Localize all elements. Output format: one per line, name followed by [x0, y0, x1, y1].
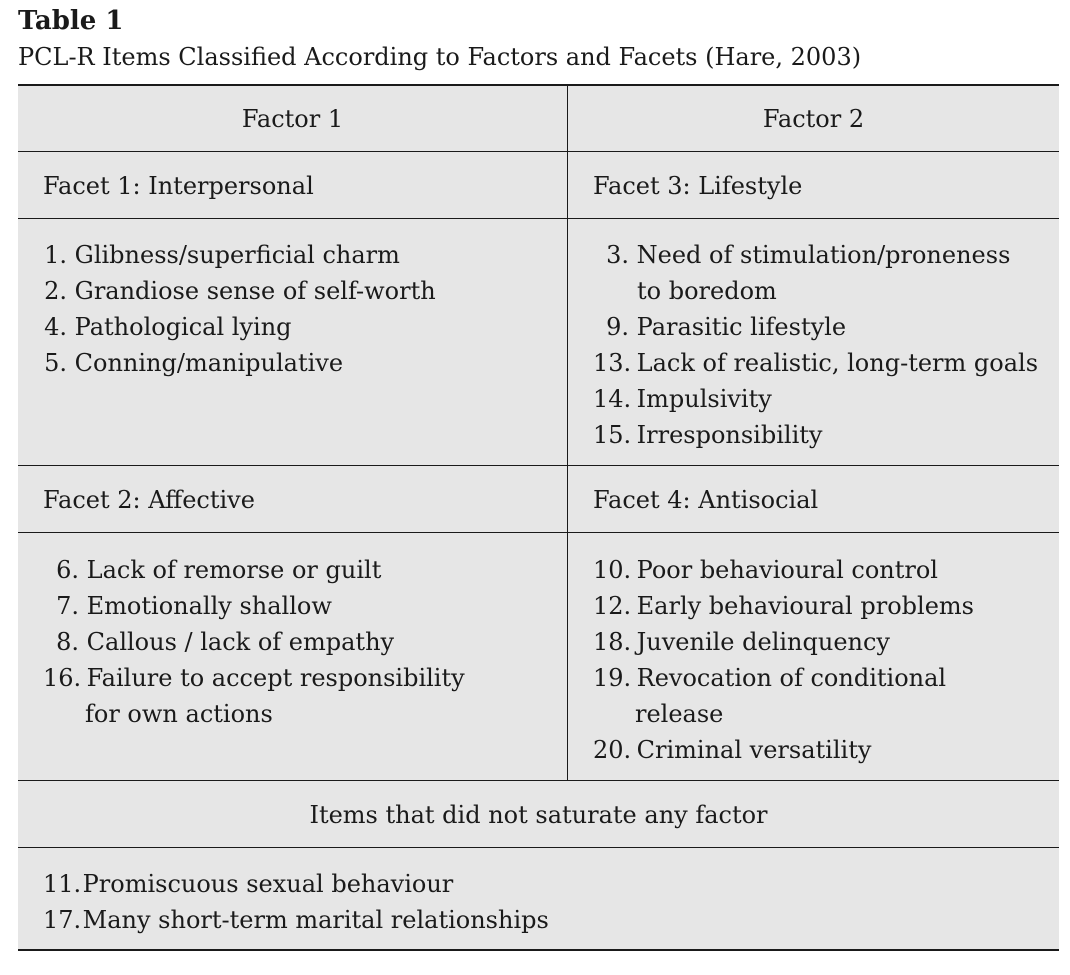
row-divider	[18, 151, 1059, 152]
facet2-items	[43, 552, 465, 732]
row-divider	[18, 218, 1059, 219]
unsaturated-items	[43, 866, 549, 938]
list-item: 13. Lack of realistic, long-term goals	[593, 349, 1039, 377]
list-item: 1. Glibness/superficial charm	[44, 241, 400, 269]
list-item: 6. Lack of remorse or guilt	[56, 556, 382, 584]
list-item: 16. Failure to accept responsibility for own actions	[43, 664, 465, 728]
list-item: 15. Irresponsibility	[593, 421, 823, 449]
facet3-items	[593, 237, 1038, 453]
list-item: 18. Juvenile delinquency	[593, 628, 890, 656]
list-item: 9. Parasitic lifestyle	[606, 313, 847, 341]
row-divider	[18, 465, 1059, 466]
row-divider	[18, 532, 1059, 533]
list-item: 10. Poor behavioural control	[593, 556, 938, 584]
list-item: 8. Callous / lack of empathy	[56, 628, 395, 656]
list-item: 20. Criminal versatility	[593, 736, 872, 764]
pclr-table	[18, 84, 1059, 951]
row-divider	[18, 780, 1059, 781]
facet4-title: Facet 4: Antisocial	[593, 486, 819, 514]
row-divider	[18, 847, 1059, 848]
list-item: 17. Many short-term marital relationships	[43, 906, 549, 934]
list-item: 14. Impulsivity	[593, 385, 772, 413]
factor2-header: Factor 2	[762, 105, 865, 133]
table-caption: PCL-R Items Classified According to Factors and Facets (Hare, 2003)	[18, 43, 862, 71]
list-item: 19. Revocation of conditional release	[593, 664, 947, 728]
list-item: 3. Need of stimulation/proneness to boredom	[606, 241, 1011, 305]
list-item: 5. Conning/manipulative	[44, 349, 344, 377]
unsaturated-title: Items that did not saturate any factor	[309, 801, 768, 829]
list-item: 2. Grandiose sense of self-worth	[44, 277, 436, 305]
facet4-items	[593, 552, 974, 768]
list-item: 12. Early behavioural problems	[593, 592, 974, 620]
table-label: Table 1	[18, 6, 124, 36]
facet3-title: Facet 3: Lifestyle	[593, 172, 803, 200]
column-divider	[567, 86, 568, 780]
facet1-items	[43, 237, 436, 381]
list-item: 11. Promiscuous sexual behaviour	[43, 870, 454, 898]
factor1-header: Factor 1	[241, 105, 344, 133]
facet2-title: Facet 2: Affective	[43, 486, 255, 514]
list-item: 7. Emotionally shallow	[56, 592, 332, 620]
list-item: 4. Pathological lying	[44, 313, 292, 341]
facet1-title: Facet 1: Interpersonal	[43, 172, 314, 200]
